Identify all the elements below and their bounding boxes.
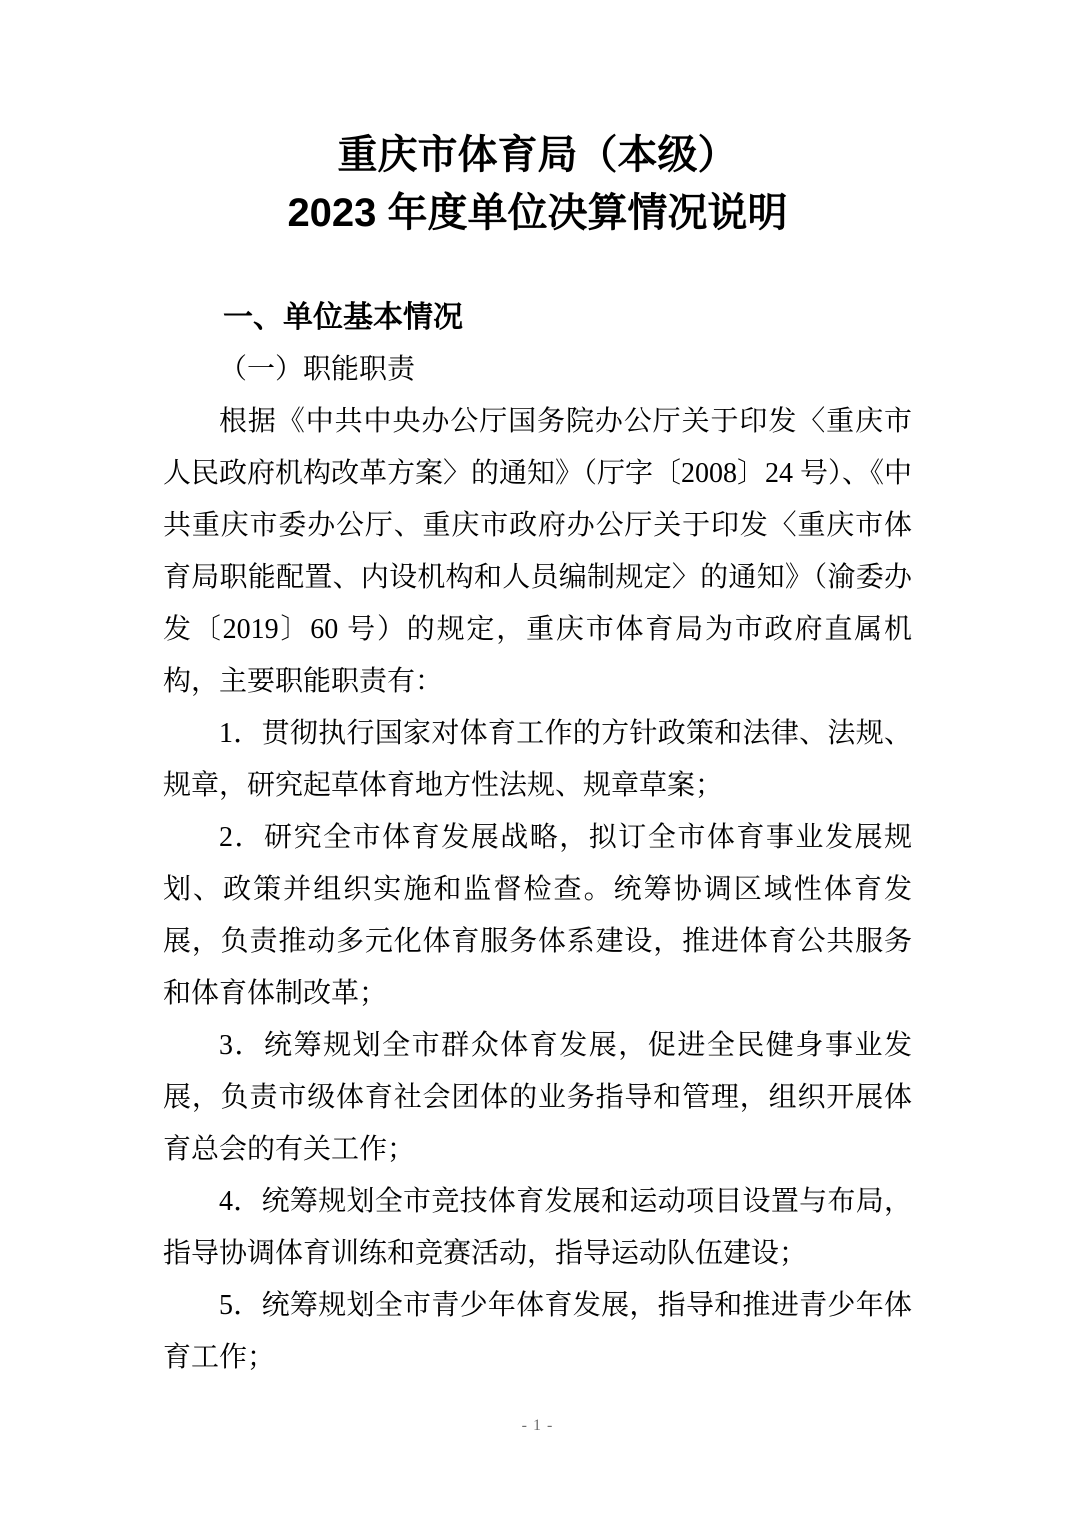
document-title: [0, 0, 1075, 242]
page-number: - 1 -: [521, 1417, 554, 1434]
paragraph-basis: 根据《中共中央办公厅国务院办公厅关于印发〈重庆市人民政府机构改革方案〉的通知》（厅字〔2008〕24 号）、《中共重庆市委办公厅、重庆市政府办公厅关于印发〈重庆市体育局职能配置、内设机构和人员编制规定〉的通知》（渝委办发〔2019〕60 号）的规定，重庆市体育局为市政府直属机构，主要职能职责有：: [163, 406, 913, 697]
paragraph-duty-5: 5．统筹规划全市青少年体育发展，指导和推进青少年体育工作；: [163, 1290, 912, 1373]
document-title-line1: 重庆市体育局（本级）: [337, 133, 738, 177]
subsection-heading: （一）职能职责: [219, 354, 416, 385]
paragraph-duty-4: 4．统筹规划全市竞技体育发展和运动项目设置与布局，指导协调体育训练和竞赛活动，指导运动队伍建设；: [163, 1186, 912, 1269]
document-title-line2: 2023 年度单位决算情况说明: [287, 191, 788, 235]
document-body: [163, 292, 912, 1384]
paragraph-duty-1: 1．贯彻执行国家对体育工作的方针政策和法律、法规、规章，研究起草体育地方性法规、规章草案；: [163, 718, 912, 801]
section-heading: 一、单位基本情况: [223, 301, 463, 334]
paragraph-duty-2: 2．研究全市体育发展战略，拟订全市体育事业发展规划、政策并组织实施和监督检查。统筹协调区域性体育发展，负责推动多元化体育服务体系建设，推进体育公共服务和体育体制改革；: [163, 822, 912, 1009]
paragraph-duty-3: 3．统筹规划全市群众体育发展，促进全民健身事业发展，负责市级体育社会团体的业务指导和管理，组织开展体育总会的有关工作；: [163, 1030, 912, 1165]
